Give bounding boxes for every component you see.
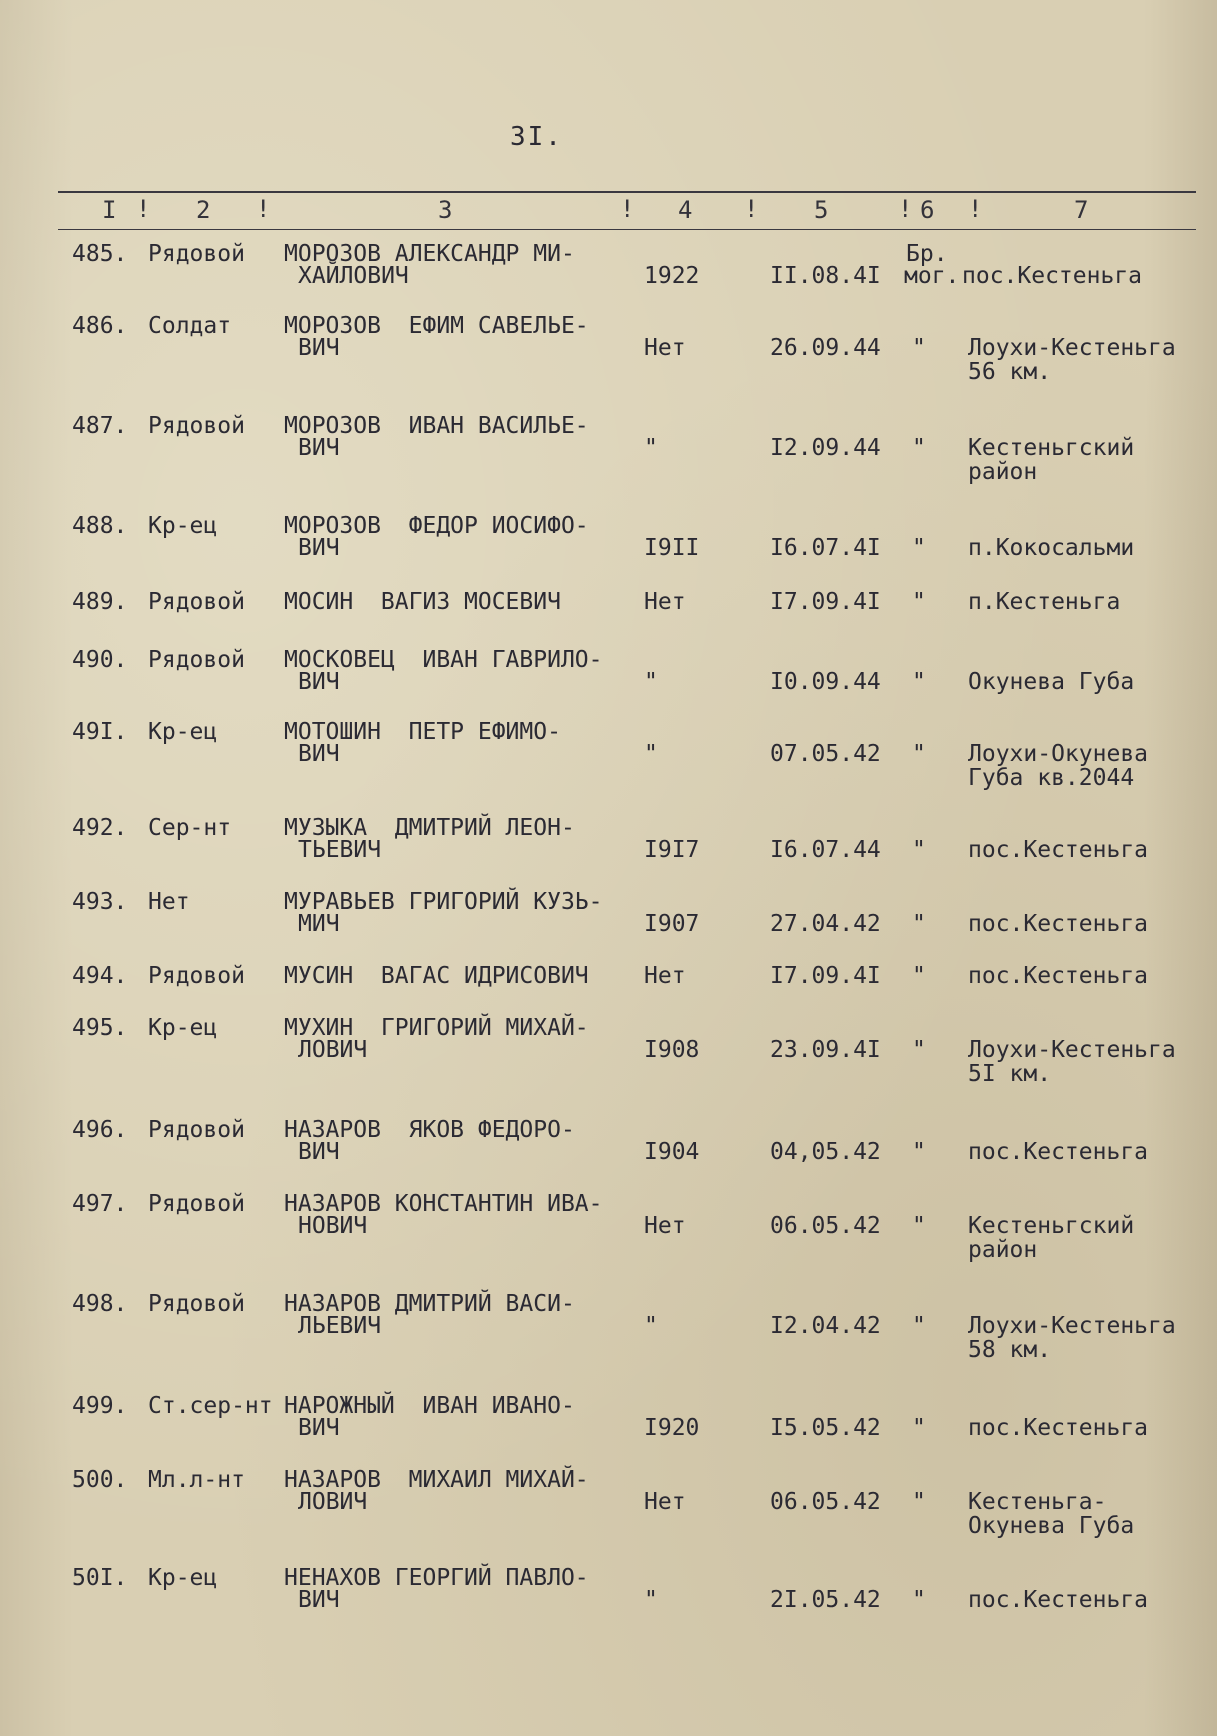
record-birth-year: Нет — [644, 1213, 686, 1239]
record-birth-year: I9I7 — [644, 837, 700, 863]
record-birth-year: I904 — [644, 1139, 700, 1165]
record-burial-place-line1: Кестеньгский — [968, 435, 1135, 461]
record-death-date: 06.05.42 — [770, 1489, 881, 1515]
record-rank: Рядовой — [148, 963, 245, 989]
record-name-line2: ЛОВИЧ — [298, 1489, 368, 1515]
record-death-date: 27.04.42 — [770, 911, 881, 937]
column-header-1: I — [102, 196, 117, 224]
record-rank: Солдат — [148, 313, 232, 339]
record-burial-place-line1: Лоухи-Кестеньга — [968, 1037, 1176, 1063]
record-name-line2: ВИЧ — [298, 1587, 340, 1613]
record-name-line1: НАРОЖНЫЙ ИВАН ИВАНО- — [284, 1393, 575, 1419]
record-burial-place-line1: пос.Кестеньга — [968, 1139, 1149, 1165]
column-separator: ! — [620, 195, 635, 223]
record-name-line2: НОВИЧ — [298, 1213, 368, 1239]
record-death-date: I7.09.4I — [770, 963, 881, 989]
record-death-date: I0.09.44 — [770, 669, 881, 695]
record-number: 487. — [72, 413, 128, 439]
record-rank: Рядовой — [148, 647, 245, 673]
record-burial-place-line1: Лоухи-Кестеньга — [968, 1313, 1176, 1339]
record-burial-place-line2: 58 км. — [968, 1337, 1052, 1363]
record-burial-place-line1: Кестеньга- — [968, 1489, 1107, 1515]
record-birth-year: " — [644, 741, 658, 767]
record-name-line2: ТЬЕВИЧ — [298, 837, 382, 863]
record-burial-place-line1: пос.Кестеньга — [968, 1587, 1149, 1613]
record-death-date: II.08.4I — [770, 263, 881, 289]
record-rank: Сер-нт — [148, 815, 232, 841]
record-name-line1: МУСИН ВАГАС ИДРИСОВИЧ — [284, 963, 589, 989]
record-death-date: 23.09.4I — [770, 1037, 881, 1063]
record-name-line1: МОСКОВЕЦ ИВАН ГАВРИЛО- — [284, 647, 603, 673]
column-header-7: 7 — [1074, 196, 1089, 224]
record-burial-type: " — [912, 1415, 926, 1441]
record-death-date: 26.09.44 — [770, 335, 881, 361]
record-rank: Кр-ец — [148, 1565, 218, 1591]
record-burial-type: " — [912, 911, 926, 937]
record-death-date: I6.07.4I — [770, 535, 881, 561]
record-burial-type: " — [912, 1587, 926, 1613]
record-burial-place-line1: пос.Кестеньга — [968, 963, 1149, 989]
record-burial-type: " — [912, 1037, 926, 1063]
record-burial-place-line1: пос.Кестеньга — [962, 263, 1143, 289]
record-birth-year: 1922 — [644, 263, 700, 289]
record-name-line2: ВИЧ — [298, 335, 340, 361]
header-bottom-rule — [58, 229, 1196, 230]
record-burial-place-line2: 5I км. — [968, 1061, 1052, 1087]
record-rank: Рядовой — [148, 241, 245, 267]
record-burial-place-line1: пос.Кестеньга — [968, 837, 1149, 863]
record-name-line1: МОРОЗОВ ИВАН ВАСИЛЬЕ- — [284, 413, 589, 439]
record-birth-year: " — [644, 1587, 658, 1613]
record-number: 499. — [72, 1393, 128, 1419]
record-name-line2: ВИЧ — [298, 435, 340, 461]
record-burial-place-line2: район — [968, 1237, 1038, 1263]
record-name-line1: МОРОЗОВ ЕФИМ САВЕЛЬЕ- — [284, 313, 589, 339]
record-number: 485. — [72, 241, 128, 267]
record-rank: Мл.л-нт — [148, 1467, 245, 1493]
record-rank: Рядовой — [148, 1291, 245, 1317]
record-name-line1: НАЗАРОВ МИХАИЛ МИХАЙ- — [284, 1467, 589, 1493]
record-name-line1: НЕНАХОВ ГЕОРГИЙ ПАВЛО- — [284, 1565, 589, 1591]
record-name-line1: МОТОШИН ПЕТР ЕФИМО- — [284, 719, 561, 745]
record-number: 495. — [72, 1015, 128, 1041]
record-burial-type: " — [912, 837, 926, 863]
record-burial-type: " — [912, 435, 926, 461]
column-separator: ! — [898, 195, 913, 223]
record-burial-type: " — [912, 1489, 926, 1515]
record-burial-type: " — [912, 1313, 926, 1339]
record-burial-place-line2: Губа кв.2044 — [968, 765, 1135, 791]
record-name-line2: МИЧ — [298, 911, 340, 937]
record-name-line1: МОСИН ВАГИЗ МОСЕВИЧ — [284, 589, 561, 615]
record-name-line1: МОРОЗОВ АЛЕКСАНДР МИ- — [284, 241, 575, 267]
column-header-4: 4 — [678, 196, 693, 224]
record-death-date: 07.05.42 — [770, 741, 881, 767]
record-burial-place-line1: Лоухи-Окунева — [968, 741, 1149, 767]
record-burial-type-top: Бр. — [906, 241, 948, 267]
record-birth-year: " — [644, 669, 658, 695]
record-burial-type: " — [912, 535, 926, 561]
header-top-rule — [58, 191, 1196, 193]
record-death-date: I5.05.42 — [770, 1415, 881, 1441]
record-burial-place-line1: Кестеньгский — [968, 1213, 1135, 1239]
record-birth-year: " — [644, 1313, 658, 1339]
record-burial-place-line1: Окунева Губа — [968, 669, 1135, 695]
record-number: 496. — [72, 1117, 128, 1143]
record-birth-year: I9II — [644, 535, 700, 561]
record-birth-year: Нет — [644, 589, 686, 615]
record-name-line2: ВИЧ — [298, 535, 340, 561]
record-death-date: 06.05.42 — [770, 1213, 881, 1239]
record-burial-type: " — [912, 335, 926, 361]
record-name-line2: ЛЬЕВИЧ — [298, 1313, 382, 1339]
record-name-line2: ВИЧ — [298, 669, 340, 695]
record-rank: Рядовой — [148, 589, 245, 615]
record-name-line1: МУХИН ГРИГОРИЙ МИХАЙ- — [284, 1015, 589, 1041]
record-death-date: 04,05.42 — [770, 1139, 881, 1165]
record-number: 50I. — [72, 1565, 128, 1591]
record-death-date: I2.04.42 — [770, 1313, 881, 1339]
record-birth-year: " — [644, 435, 658, 461]
record-burial-place-line2: 56 км. — [968, 359, 1052, 385]
record-name-line1: НАЗАРОВ ЯКОВ ФЕДОРО- — [284, 1117, 575, 1143]
record-name-line1: МУРАВЬЕВ ГРИГОРИЙ КУЗЬ- — [284, 889, 603, 915]
record-rank: Ст.сер-нт — [148, 1393, 273, 1419]
column-separator: ! — [744, 195, 759, 223]
record-name-line1: НАЗАРОВ КОНСТАНТИН ИВА- — [284, 1191, 603, 1217]
record-burial-place-line1: пос.Кестеньга — [968, 911, 1149, 937]
record-death-date: I6.07.44 — [770, 837, 881, 863]
record-name-line2: ВИЧ — [298, 741, 340, 767]
record-birth-year: I908 — [644, 1037, 700, 1063]
column-header-6: 6 — [920, 196, 935, 224]
record-number: 500. — [72, 1467, 128, 1493]
record-death-date: 2I.05.42 — [770, 1587, 881, 1613]
column-header-2: 2 — [196, 196, 211, 224]
record-burial-type: " — [912, 589, 926, 615]
record-birth-year: Нет — [644, 1489, 686, 1515]
record-birth-year: Нет — [644, 335, 686, 361]
record-burial-place-line2: район — [968, 459, 1038, 485]
record-burial-place-line1: Лоухи-Кестеньга — [968, 335, 1176, 361]
record-number: 489. — [72, 589, 128, 615]
column-separator: ! — [136, 195, 151, 223]
record-death-date: I2.09.44 — [770, 435, 881, 461]
record-number: 497. — [72, 1191, 128, 1217]
record-name-line1: НАЗАРОВ ДМИТРИЙ ВАСИ- — [284, 1291, 575, 1317]
record-birth-year: I907 — [644, 911, 700, 937]
record-number: 49I. — [72, 719, 128, 745]
record-burial-place-line1: пос.Кестеньга — [968, 1415, 1149, 1441]
column-separator: ! — [968, 195, 983, 223]
record-name-line2: ЛОВИЧ — [298, 1037, 368, 1063]
record-burial-type: " — [912, 669, 926, 695]
record-name-line1: МОРОЗОВ ФЕДОР ИОСИФО- — [284, 513, 589, 539]
record-rank: Рядовой — [148, 1191, 245, 1217]
record-burial-type: " — [912, 1213, 926, 1239]
record-rank: Рядовой — [148, 1117, 245, 1143]
column-header-3: 3 — [438, 196, 453, 224]
page-number: 3I. — [510, 122, 563, 152]
record-number: 498. — [72, 1291, 128, 1317]
record-name-line1: МУЗЫКА ДМИТРИЙ ЛЕОН- — [284, 815, 575, 841]
record-number: 494. — [72, 963, 128, 989]
record-rank: Кр-ец — [148, 1015, 218, 1041]
record-name-line2: ВИЧ — [298, 1415, 340, 1441]
record-number: 488. — [72, 513, 128, 539]
record-rank: Кр-ец — [148, 513, 218, 539]
record-birth-year: Нет — [644, 963, 686, 989]
record-rank: Рядовой — [148, 413, 245, 439]
column-header-5: 5 — [814, 196, 829, 224]
column-separator: ! — [256, 195, 271, 223]
record-rank: Кр-ец — [148, 719, 218, 745]
record-name-line2: ВИЧ — [298, 1139, 340, 1165]
record-number: 492. — [72, 815, 128, 841]
record-number: 490. — [72, 647, 128, 673]
record-burial-type: " — [912, 963, 926, 989]
record-burial-type: " — [912, 741, 926, 767]
record-number: 493. — [72, 889, 128, 915]
record-burial-type: мог. — [904, 263, 960, 289]
record-name-line2: ХАЙЛОВИЧ — [298, 263, 409, 289]
record-burial-place-line1: п.Кестеньга — [968, 589, 1121, 615]
record-burial-place-line1: п.Кокосальми — [968, 535, 1135, 561]
record-rank: Нет — [148, 889, 190, 915]
record-burial-type: " — [912, 1139, 926, 1165]
record-number: 486. — [72, 313, 128, 339]
record-death-date: I7.09.4I — [770, 589, 881, 615]
record-birth-year: I920 — [644, 1415, 700, 1441]
record-burial-place-line2: Окунева Губа — [968, 1513, 1135, 1539]
